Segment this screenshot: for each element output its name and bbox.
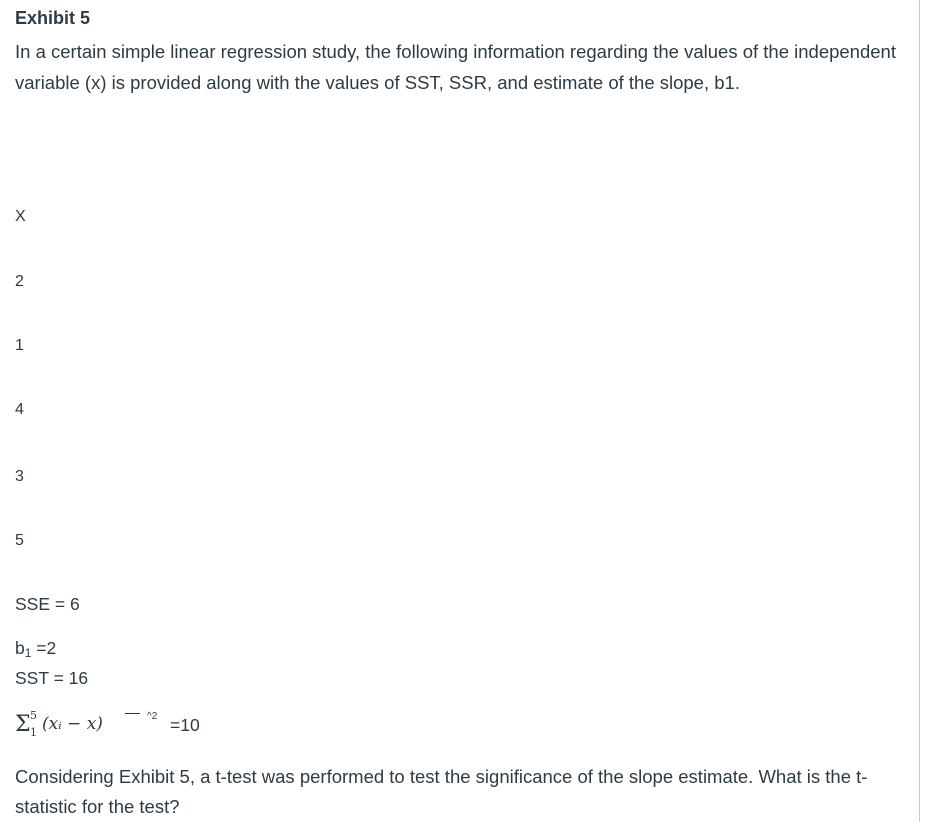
x-value: 1	[15, 337, 24, 354]
sum-body: (xᵢ − x)	[42, 714, 103, 734]
sum-power: ^2	[147, 711, 158, 722]
sse-value: SSE = 6	[15, 594, 80, 614]
x-value: 5	[15, 532, 24, 549]
b1-subscript: 1	[24, 646, 32, 660]
b1-base: b	[15, 638, 25, 658]
sum-result: =10	[170, 715, 200, 735]
slope-estimate	[15, 638, 56, 660]
mean-bar	[125, 713, 140, 714]
x-value: 4	[15, 401, 24, 418]
exhibit-intro: In a certain simple linear regression study, the following information regarding the values of the independent variable (x) is provided along with the values of SST, SSR, and estimate of the slope, b1.	[15, 41, 896, 93]
sum-upper-limit: 5	[30, 709, 37, 722]
x-value: 3	[15, 468, 24, 485]
sum-lower-limit: 1	[30, 726, 37, 739]
x-value: 2	[15, 273, 24, 290]
exhibit-title: Exhibit 5	[15, 8, 91, 28]
sst-value: SST = 16	[15, 668, 89, 688]
question-text: Considering Exhibit 5, a t-test was performed to test the significance of the slope estimate. What is the t-statistic for the test?	[15, 766, 868, 817]
content-border	[919, 0, 920, 822]
sigma-symbol: Σ	[15, 712, 31, 737]
x-column-header: X	[15, 208, 26, 225]
b1-value: =2	[31, 638, 57, 658]
